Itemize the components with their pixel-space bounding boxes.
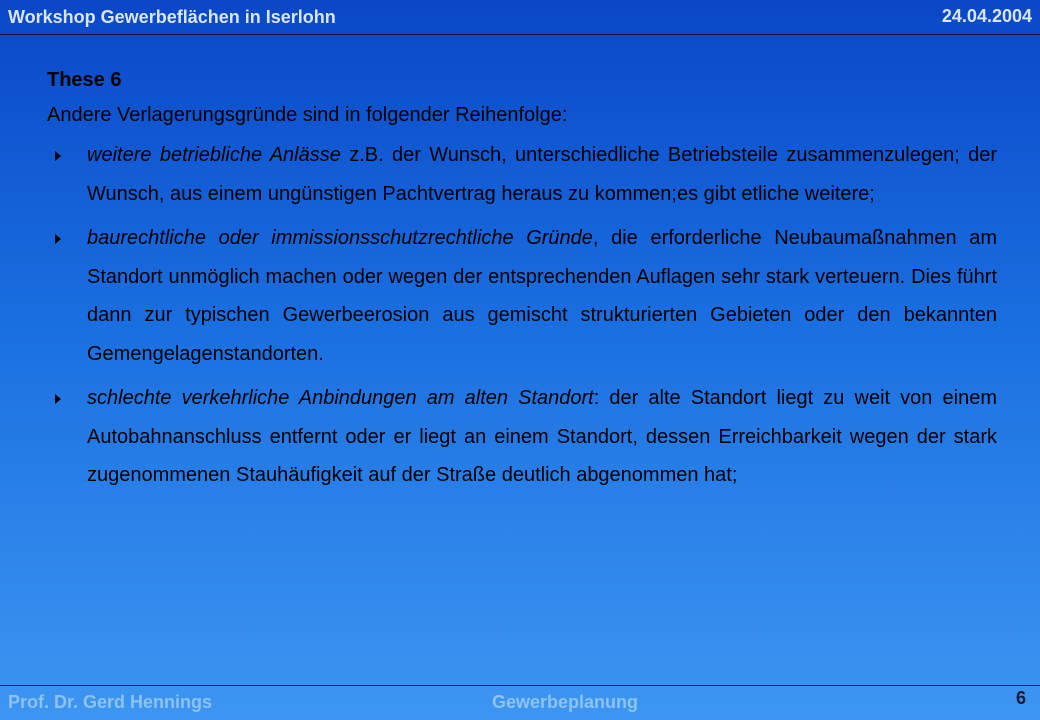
bullet-text: z.B. der Wunsch, unterschiedliche Betriebsteile zusammenzulegen; der Wunsch, aus einem ungünstigen Pachtvertrag heraus zu kommen;es gibt etliche weitere; [87,144,997,205]
slide-content [47,65,997,495]
triangle-bullet-icon [55,151,61,161]
page-number: 6 [1015,688,1026,708]
slide-intro: Andere Verlagerungsgründe sind in folgender Reihenfolge: [47,104,568,126]
triangle-bullet-icon [55,234,61,244]
bullet-emphasis: baurechtliche oder immissionsschutzrechtliche Gründe [87,227,593,249]
footer-course: Gewerbeplanung [492,692,639,712]
slide-heading: These 6 [47,69,122,91]
footer-divider [0,685,1040,686]
bullet-item [47,379,997,495]
triangle-bullet-icon [55,394,61,404]
bullet-emphasis: weitere betriebliche Anlässe [87,144,341,166]
header-date: 24.04.2004 [941,6,1032,26]
header-divider [0,34,1040,35]
bullet-item [47,219,997,373]
bullet-text: : der alte Standort liegt zu weit von einem Autobahnanschluss entfernt oder er liegt an einem Standort, dessen Erreichbarkeit wegen der stark zugenommenen Stauhäufigkeit auf der Straße deutlich abgenommen hat; [87,387,997,486]
header-title: Workshop Gewerbeflächen in Iserlohn [8,7,336,27]
footer-author: Prof. Dr. Gerd Hennings [8,692,213,712]
bullet-text: , die erforderliche Neubaumaßnahmen am Standort unmöglich machen oder wegen der entsprechenden Auflagen sehr stark verteuern. Dies führt dann zur typischen Gewerbeerosion aus gemischt strukturierten Gebieten oder den bekannten Gemengelagenstandorten. [87,227,997,365]
bullet-emphasis: schlechte verkehrliche Anbindungen am alten Standort [87,387,594,409]
bullet-item [47,136,997,213]
